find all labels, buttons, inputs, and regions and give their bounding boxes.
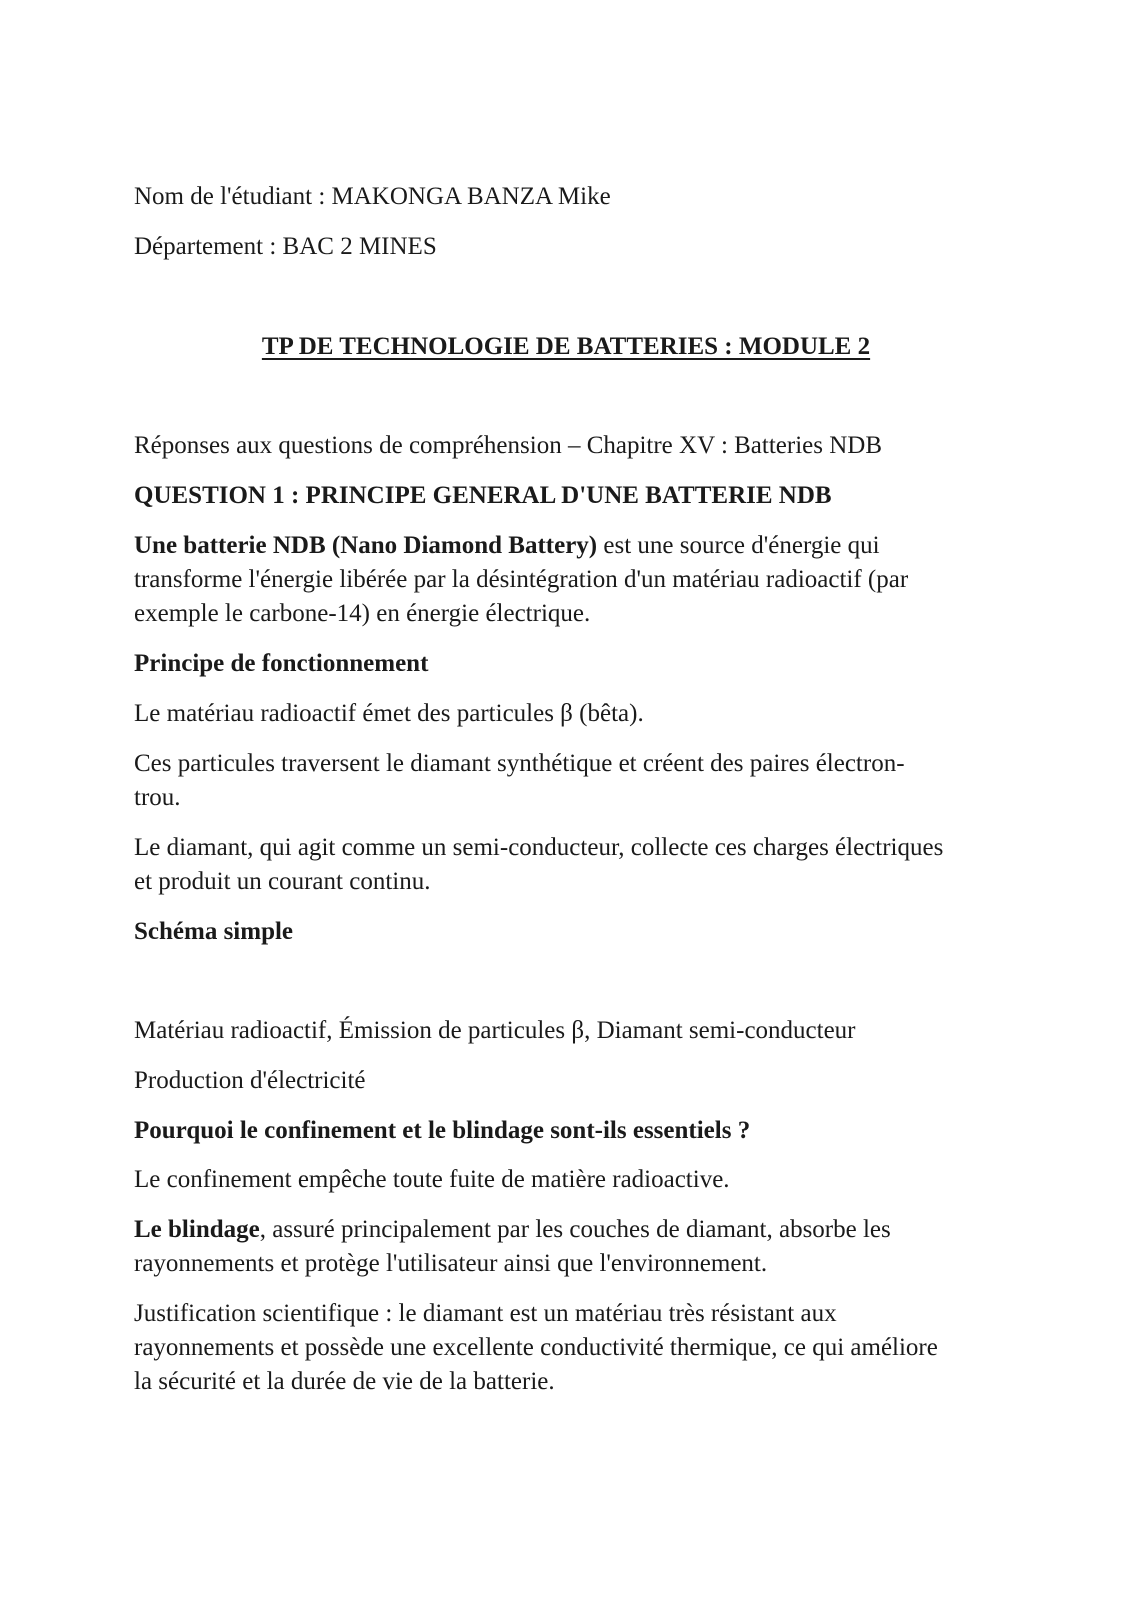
- schema-line-2: Production d'électricité: [134, 1067, 366, 1094]
- document-title: TP DE TECHNOLOGIE DE BATTERIES : MODULE 2: [261, 333, 871, 360]
- shield-rest: , assuré principalement par les couches de diamant, absorbe les: [259, 1216, 891, 1243]
- definition-bold: Une batterie NDB (Nano Diamond Battery): [134, 532, 598, 559]
- principle-line-2a: Ces particules traversent le diamant synthétique et créent des paires électron-: [134, 750, 905, 777]
- shield-line-2: rayonnements et protège l'utilisateur ainsi que l'environnement.: [134, 1250, 768, 1277]
- definition-line-3: exemple le carbone-14) en énergie électrique.: [134, 600, 591, 627]
- justification-line-2: rayonnements et possède une excellente conductivité thermique, ce qui améliore: [134, 1334, 938, 1361]
- justification-line-3: la sécurité et la durée de vie de la batterie.: [134, 1368, 555, 1395]
- student-name: Nom de l'étudiant : MAKONGA BANZA Mike: [134, 183, 611, 210]
- department: Département : BAC 2 MINES: [134, 233, 437, 260]
- principle-line-2b: trou.: [134, 784, 181, 811]
- shield-line-1: [134, 1212, 891, 1247]
- schema-heading: Schéma simple: [134, 918, 294, 945]
- definition-rest: est une source d'énergie qui: [597, 532, 880, 559]
- question1-heading: QUESTION 1 : PRINCIPE GENERAL D'UNE BATTERIE NDB: [134, 482, 832, 509]
- intro-line: Réponses aux questions de compréhension – Chapitre XV : Batteries NDB: [134, 432, 883, 459]
- principle-heading: Principe de fonctionnement: [134, 650, 429, 677]
- confinement-heading: Pourquoi le confinement et le blindage sont-ils essentiels ?: [134, 1117, 751, 1144]
- principle-line-3a: Le diamant, qui agit comme un semi-conducteur, collecte ces charges électriques: [134, 834, 944, 861]
- definition-line-1: [134, 528, 880, 563]
- schema-line-1: Matériau radioactif, Émission de particules β, Diamant semi-conducteur: [134, 1017, 856, 1044]
- justification-line-1: Justification scientifique : le diamant est un matériau très résistant aux: [134, 1300, 837, 1327]
- confinement-line-1: Le confinement empêche toute fuite de matière radioactive.: [134, 1166, 730, 1193]
- principle-line-1: Le matériau radioactif émet des particules β (bêta).: [134, 700, 644, 727]
- shield-bold: Le blindage: [134, 1216, 260, 1243]
- definition-line-2: transforme l'énergie libérée par la désintégration d'un matériau radioactif (par: [134, 566, 909, 593]
- principle-line-3b: et produit un courant continu.: [134, 868, 431, 895]
